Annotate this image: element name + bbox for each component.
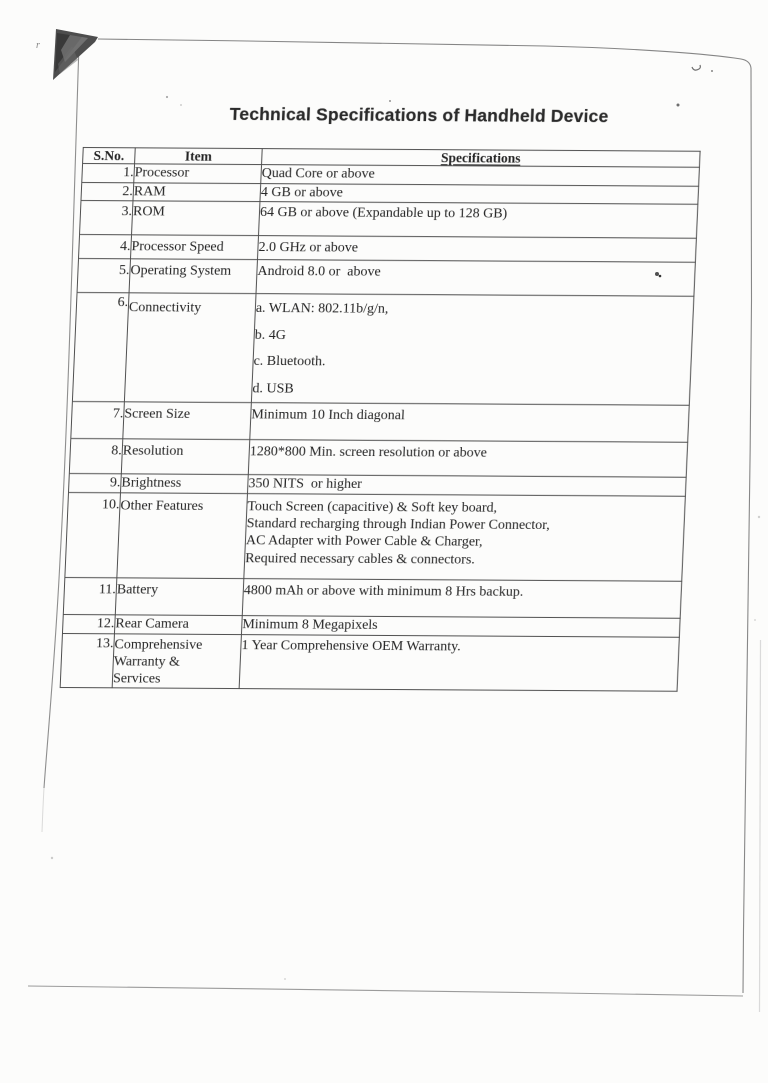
corner-fold-artifact [53,29,98,80]
spec-cell: 1280*800 Min. screen resolution or above [248,440,687,478]
spec-cell: 4800 mAh or above with minimum 8 Hrs backup. [242,578,681,618]
specs-table [60,147,701,692]
item-cell: Rear Camera [114,614,242,634]
header-specifications: Specifications [262,149,701,168]
item-cell: Other Features [117,492,248,578]
header-sno: S.No. [83,148,136,164]
table-row [65,492,685,581]
sno-cell: 3. [80,201,133,235]
corner-stray-mark: r [36,40,40,51]
scan-edge-shadow [760,640,761,1012]
item-cell: ROM [132,201,260,236]
spec-cell: Minimum 8 Megapixels [241,615,680,637]
sno-cell: 4. [79,235,132,259]
page-edge-left-fade [42,788,44,832]
header-item: Item [135,148,263,165]
spec-cell: Android 8.0 or above [256,260,695,297]
spec-cell: Touch Screen (capacitive) & Soft key board, Standard recharging through Indian Power Connector, AC Adapter with Power Cable & Charger, Required necessary cables & connectors. [244,493,686,581]
item-cell: Resolution [121,439,249,475]
table-row [69,438,687,477]
spec-cell: Quad Core or above [261,165,700,186]
item-cell: Comprehensive Warranty & Services [112,633,241,688]
sno-cell: 8. [69,438,122,473]
table-row [80,201,698,239]
sno-cell: 10. [65,492,121,577]
sno-cell: 9. [69,473,122,492]
page-edge-top [98,39,751,68]
specs-table-body [60,164,699,692]
table-row [72,292,694,405]
item-cell: Processor Speed [130,235,258,260]
sno-cell: 11. [63,577,117,614]
spec-cell: 4 GB or above [260,183,699,204]
sno-cell: 6. [72,292,129,401]
spec-cell: 1 Year Comprehensive OEM Warranty. [239,634,679,691]
item-cell: Screen Size [123,402,252,440]
sno-cell: 13. [60,633,114,688]
table-row [77,259,695,297]
corner-fold-light-patch [61,35,88,62]
sno-cell: 12. [62,614,115,633]
item-cell: Battery [115,577,244,615]
table-row [63,577,681,618]
spec-cell: 350 NITS or higher [247,475,686,496]
item-cell: RAM [133,182,261,201]
item-cell: Connectivity [124,293,256,403]
page-edge-bottom [28,986,743,996]
spec-cell: Minimum 10 Inch diagonal [250,403,689,443]
corner-fold-mid-patch [58,46,78,74]
spec-cell: 64 GB or above (Expandable up to 128 GB) [258,202,697,239]
table-row [71,401,689,442]
sno-cell: 2. [81,182,134,201]
item-cell: Brightness [121,474,249,493]
page-edge-right [743,68,752,993]
sno-cell: 7. [71,401,125,438]
document-title: Technical Specifications of Handheld Device [229,103,609,127]
spec-cell: 2.0 GHz or above [257,236,696,263]
table-row [60,633,679,691]
sno-cell: 1. [82,164,135,183]
sno-cell: 5. [77,259,130,293]
document-content [60,95,707,692]
spec-cell: a. WLAN: 802.11b/g/n, b. 4G c. Bluetooth. d. USB [251,294,694,406]
item-cell: Operating System [129,259,257,294]
corner-fold-dark-patch [55,33,82,72]
item-cell: Processor [134,164,262,183]
